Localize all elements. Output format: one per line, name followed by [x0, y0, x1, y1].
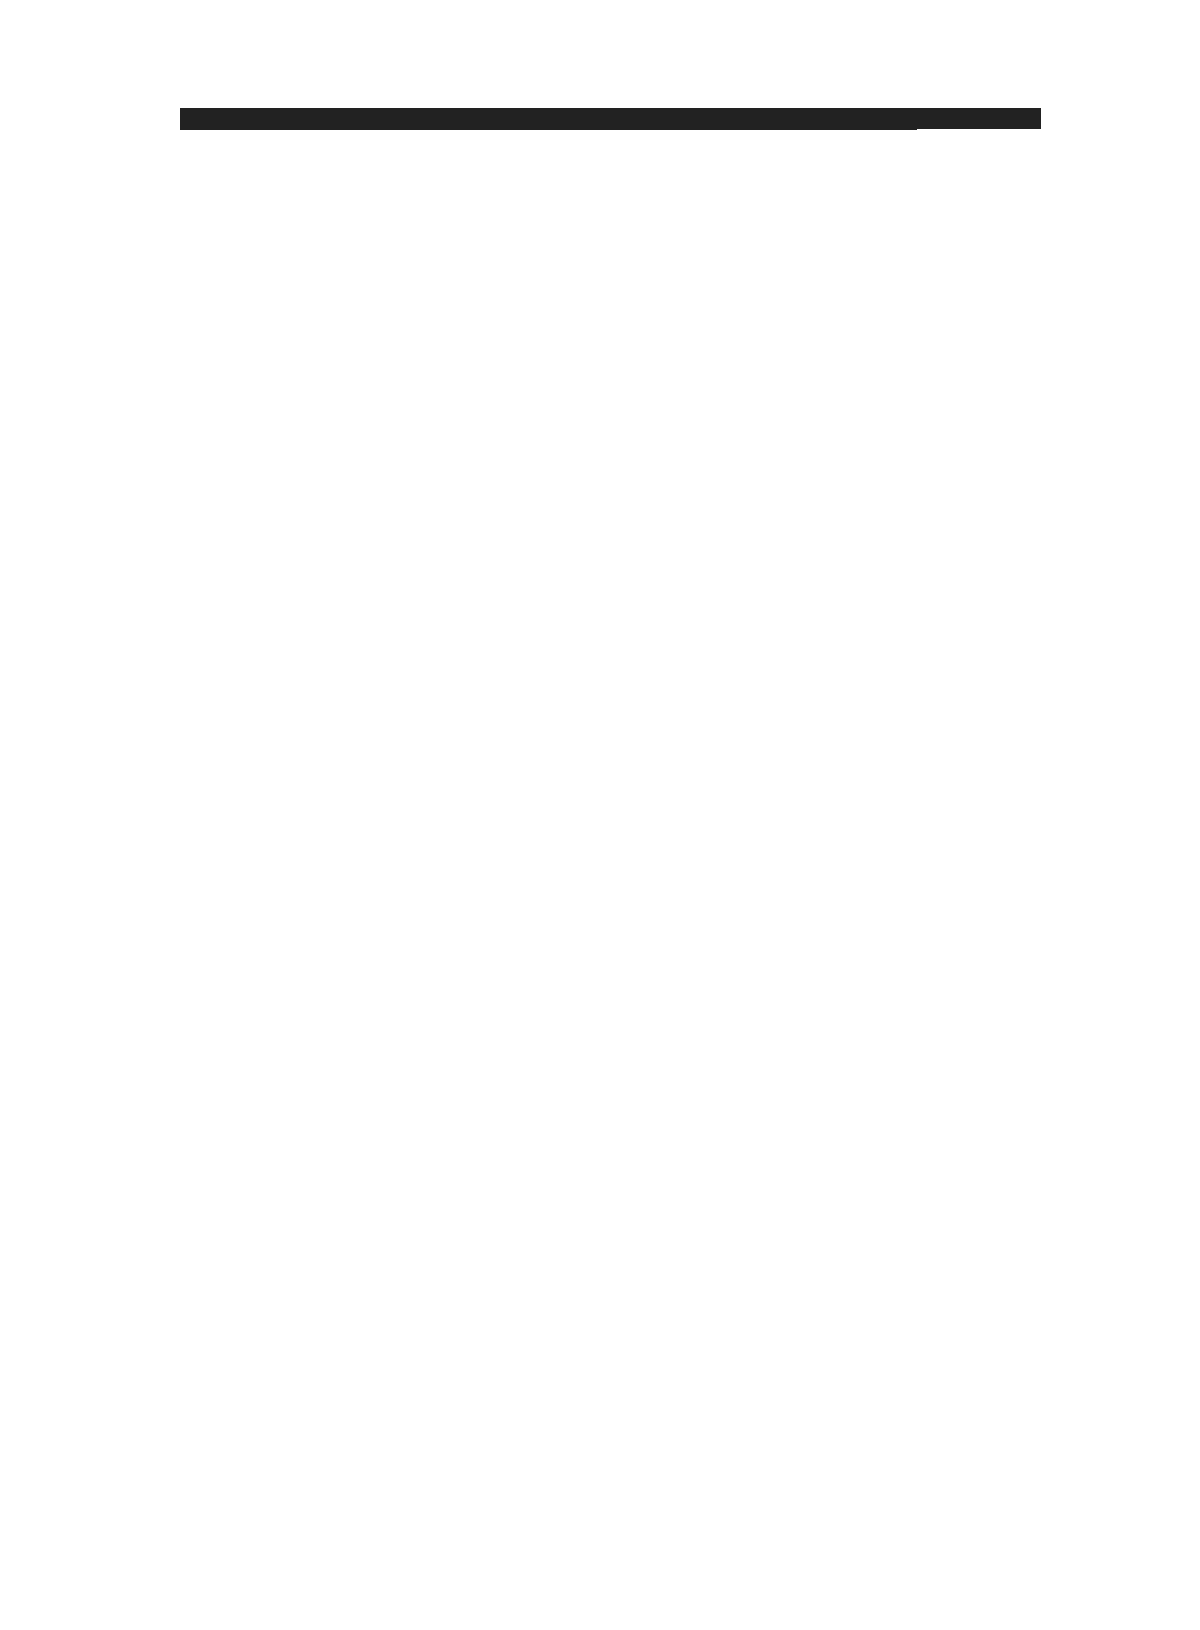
expense-type-code: [880, 129, 917, 130]
budget-table: [180, 108, 1041, 130]
grbs-code: [630, 129, 685, 130]
subsection-code: [716, 129, 747, 130]
expense-name: [181, 129, 630, 130]
target-article-code: [747, 129, 880, 130]
amount: [917, 128, 1041, 129]
section-code: [685, 129, 716, 130]
table-row: [181, 129, 1041, 130]
